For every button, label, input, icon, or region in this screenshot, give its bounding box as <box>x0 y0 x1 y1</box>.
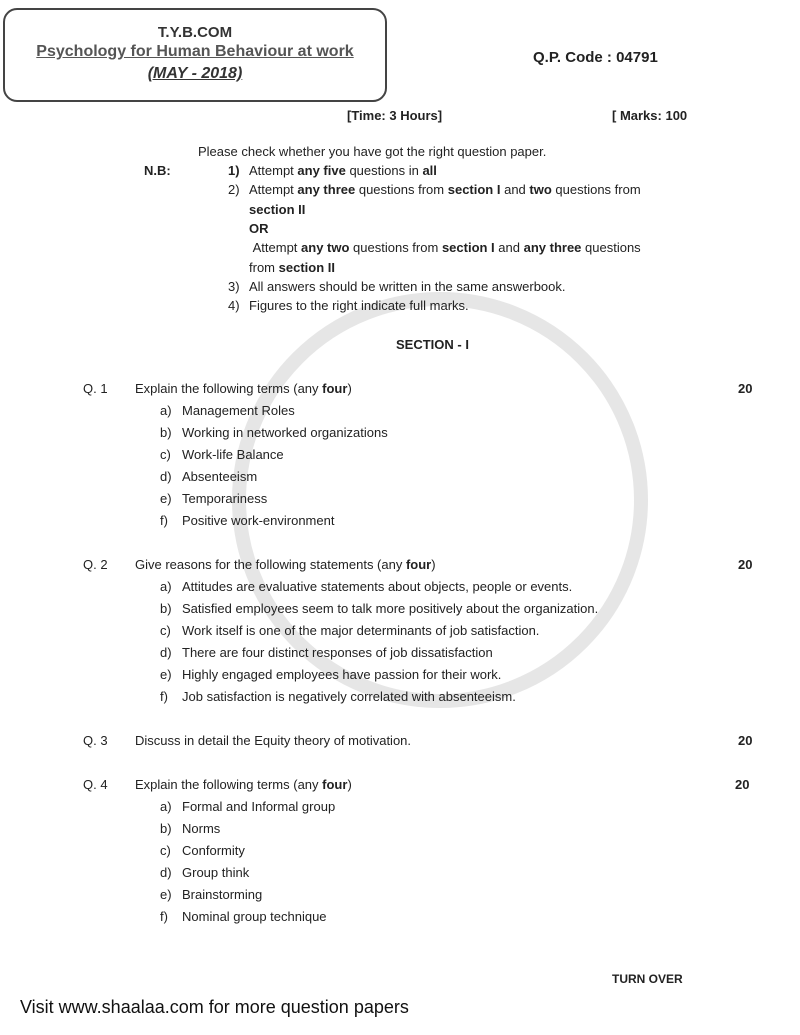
sub-question-text: Management Roles <box>182 403 295 418</box>
sub-question-text: Nominal group technique <box>182 909 327 924</box>
sub-question-text: Brainstorming <box>182 887 263 902</box>
question-marks: 20 <box>738 557 753 572</box>
question-number: Q. 2 <box>83 557 108 572</box>
sub-question-text: Attitudes are evaluative statements about objects, people or events. <box>182 579 573 594</box>
sub-question-letter: a) <box>160 579 172 594</box>
sub-question-letter: c) <box>160 447 171 462</box>
sub-question-text: Work-life Balance <box>182 447 284 462</box>
question-text: Discuss in detail the Equity theory of motivation. <box>135 733 412 748</box>
sub-question-text: Highly engaged employees have passion for their work. <box>182 667 502 682</box>
sub-question-text: Group think <box>182 865 250 880</box>
sub-question-text: Working in networked organizations <box>182 425 388 440</box>
instruction-text: All answers should be written in the same answerbook. <box>249 278 566 294</box>
sub-question-text: Satisfied employees seem to talk more positively about the organization. <box>182 601 599 616</box>
sub-question-letter: c) <box>160 623 171 638</box>
sub-question-letter: a) <box>160 403 172 418</box>
header-box <box>3 8 387 102</box>
instruction-text: Attempt any two questions from section I and any three questions <box>249 240 641 256</box>
sub-question-text: There are four distinct responses of job dissatisfaction <box>182 645 493 660</box>
sub-question-text: Work itself is one of the major determinants of job satisfaction. <box>182 623 540 638</box>
instruction-text: from section II <box>249 259 335 275</box>
question-text: Explain the following terms (any four) <box>135 777 352 792</box>
sub-question-letter: b) <box>160 425 172 440</box>
sub-question-text: Formal and Informal group <box>182 799 336 814</box>
question-number: Q. 3 <box>83 733 108 748</box>
sub-question-letter: c) <box>160 843 171 858</box>
subject-name: Psychology for Human Behaviour at work <box>36 43 354 60</box>
sub-question-letter: b) <box>160 601 172 616</box>
question-marks: 20 <box>735 777 750 792</box>
question-text: Explain the following terms (any four) <box>135 381 352 396</box>
check-note: Please check whether you have got the right question paper. <box>198 144 547 159</box>
sub-question-letter: f) <box>160 689 168 704</box>
instruction-text: Attempt any three questions from section I and two questions from <box>249 182 641 198</box>
sub-question-letter: f) <box>160 909 168 924</box>
exam-marks: [ Marks: 100 <box>612 108 688 123</box>
sub-question-text: Temporariness <box>182 491 268 506</box>
sub-question-text: Conformity <box>182 843 245 858</box>
instruction-text: section II <box>249 201 306 217</box>
question-number: Q. 4 <box>83 777 108 792</box>
sub-question-letter: e) <box>160 667 172 682</box>
turn-over: TURN OVER <box>612 972 683 986</box>
question-marks: 20 <box>738 733 753 748</box>
sub-question-text: Positive work-environment <box>182 513 335 528</box>
instruction-number: 4) <box>228 298 240 314</box>
instruction-number: 3) <box>228 278 240 294</box>
exam-session: (MAY - 2018) <box>147 65 243 82</box>
sub-question-text: Absenteeism <box>182 469 258 484</box>
sub-question-letter: e) <box>160 491 172 506</box>
sub-question-letter: d) <box>160 645 172 660</box>
question-marks: 20 <box>738 381 753 396</box>
course-name: T.Y.B.COM <box>157 24 233 41</box>
sub-question-letter: a) <box>160 799 172 814</box>
instruction-text: OR <box>249 220 269 236</box>
sub-question-letter: b) <box>160 821 172 836</box>
question-number: Q. 1 <box>83 381 108 396</box>
question-text: Give reasons for the following statements (any four) <box>135 557 436 572</box>
instruction-number: 2) <box>228 182 240 198</box>
sub-question-letter: e) <box>160 887 172 902</box>
sub-question-letter: d) <box>160 469 172 484</box>
sub-question-letter: f) <box>160 513 168 528</box>
sub-question-text: Norms <box>182 821 221 836</box>
sub-question-text: Job satisfaction is negatively correlated with absenteeism. <box>182 689 516 704</box>
sub-question-letter: d) <box>160 865 172 880</box>
section-title: SECTION - I <box>396 337 469 352</box>
instruction-text: Figures to the right indicate full marks. <box>249 298 469 314</box>
exam-time: [Time: 3 Hours] <box>347 108 443 123</box>
qp-code: Q.P. Code : 04791 <box>533 49 658 66</box>
nb-label: N.B: <box>144 163 171 178</box>
footer-text: Visit www.shaalaa.com for more question papers <box>20 997 409 1017</box>
instruction-number: 1) <box>228 163 240 178</box>
instruction-text: Attempt any five questions in all <box>249 163 437 178</box>
